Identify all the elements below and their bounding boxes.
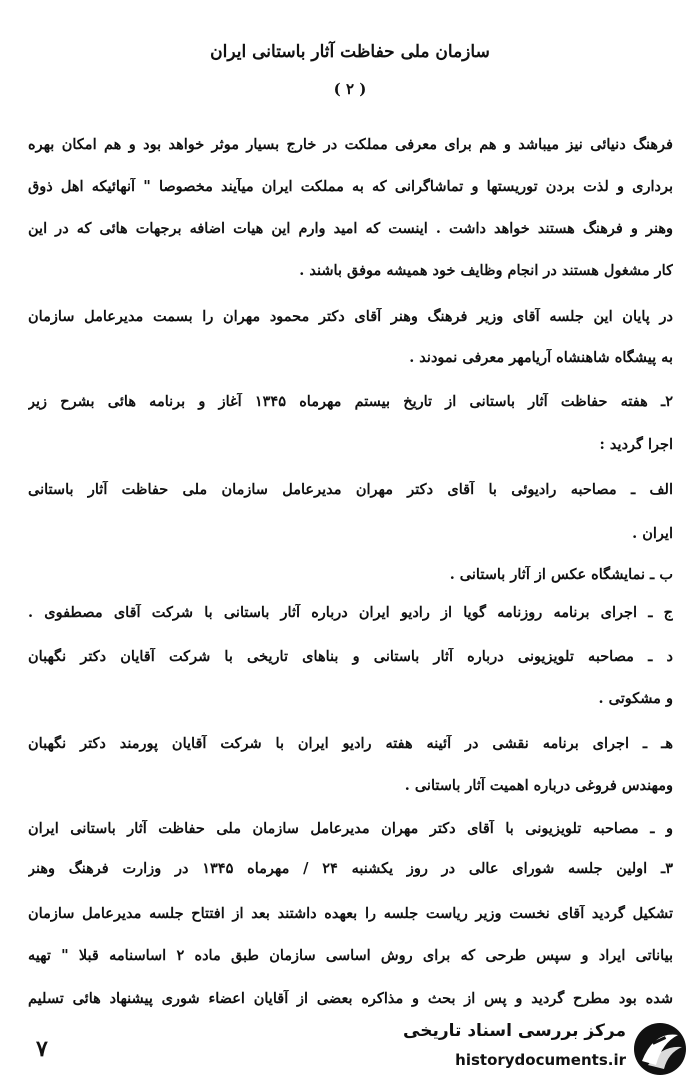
- text-line-11: ب ـ نمایشگاه عکس از آثار باستانی .: [449, 566, 673, 583]
- text-line-21: شده بود مطرح گردید و پس از بحث و مذاکره بعضی از آقایان اعضاء شوری پیشنهاد هائی تسلیم: [28, 990, 673, 1007]
- watermark-url: historydocuments.ir: [455, 1051, 626, 1069]
- text-line-13: د ـ مصاحبه تلویزیونی درباره آثار باستانی و بناهای تاریخی با شرکت آقایان دکتر نگهبان: [28, 648, 673, 665]
- text-line-15: هـ ـ اجرای برنامه نقشی در آئینه هفته رادیو ایران با شرکت آقایان پورمند دکتر نگهبان: [28, 735, 673, 752]
- text-line-1: فرهنگ دنیائی نیز میباشد و هم برای معرفی مملکت در خارج بسیار موثر خواهد بود و هم امکان بهره: [28, 136, 673, 153]
- watermark-logo: [403, 1017, 694, 1079]
- text-line-3: وهنر و فرهنگ هستند خواهد داشت . اینست که امید وارم این هیات اضافه برجهات هائی که در این: [28, 220, 673, 237]
- watermark-title: مرکز بررسی اسناد تاریخی: [403, 1021, 626, 1041]
- text-line-8: اجرا گردید :: [599, 436, 673, 453]
- archive-logo-icon: [632, 1021, 688, 1077]
- text-line-2: برداری و لذت بردن توریستها و تماشاگرانی که به مملکت ایران میآیند مخصوصا " آنهائیکه اهل ذوق: [28, 178, 673, 195]
- page-number: ( ۲ ): [333, 80, 367, 98]
- page-footer-mark: ۷: [36, 1036, 48, 1062]
- text-line-5: در پایان این جلسه آقای وزیر فرهنگ وهنر آقای دکتر محمود مهران را بسمت مدیرعامل سازمان: [28, 308, 673, 325]
- text-line-10: ایران .: [632, 525, 673, 542]
- text-line-4: کار مشغول هستند در انجام وظایف خود همیشه موفق باشند .: [299, 262, 673, 279]
- text-line-18: ۳ـ اولین جلسه شورای عالی در روز یکشنبه ۲۴ / مهرماه ۱۳۴۵ در وزارت فرهنگ وهنر: [28, 860, 673, 877]
- text-line-12: ج ـ اجرای برنامه روزنامه گویا از رادیو ایران درباره آثار باستانی با شرکت آقای مصطفوی .: [28, 604, 673, 621]
- text-line-19: تشکیل گردید آقای نخست وزیر ریاست جلسه را بعهده داشتند بعد از افتتاح جلسه مدیرعامل سازمان: [28, 905, 673, 922]
- text-line-20: بیاناتی ایراد و سپس طرحی که برای روش اساسی سازمان طبق ماده ۲ اساسنامه قبلا " تهیه: [28, 947, 673, 964]
- document-title: سازمان ملی حفاظت آثار باستانی ایران: [210, 42, 490, 62]
- text-line-7: ۲ـ هفته حفاظت آثار باستانی از تاریخ بیستم مهرماه ۱۳۴۵ آغاز و برنامه هائی بشرح زیر: [28, 393, 673, 410]
- text-line-6: به پیشگاه شاهنشاه آریامهر معرفی نمودند .: [409, 349, 673, 366]
- text-line-14: و مشکوتی .: [598, 690, 673, 707]
- text-line-17: و ـ مصاحبه تلویزیونی با آقای دکتر مهران مدیرعامل سازمان ملی حفاظت آثار باستانی ایران: [28, 820, 673, 837]
- text-line-9: الف ـ مصاحبه رادیوئی با آقای دکتر مهران مدیرعامل سازمان ملی حفاظت آثار باستانی: [28, 481, 673, 498]
- text-line-16: ومهندس فروغی درباره اهمیت آثار باستانی .: [404, 777, 673, 794]
